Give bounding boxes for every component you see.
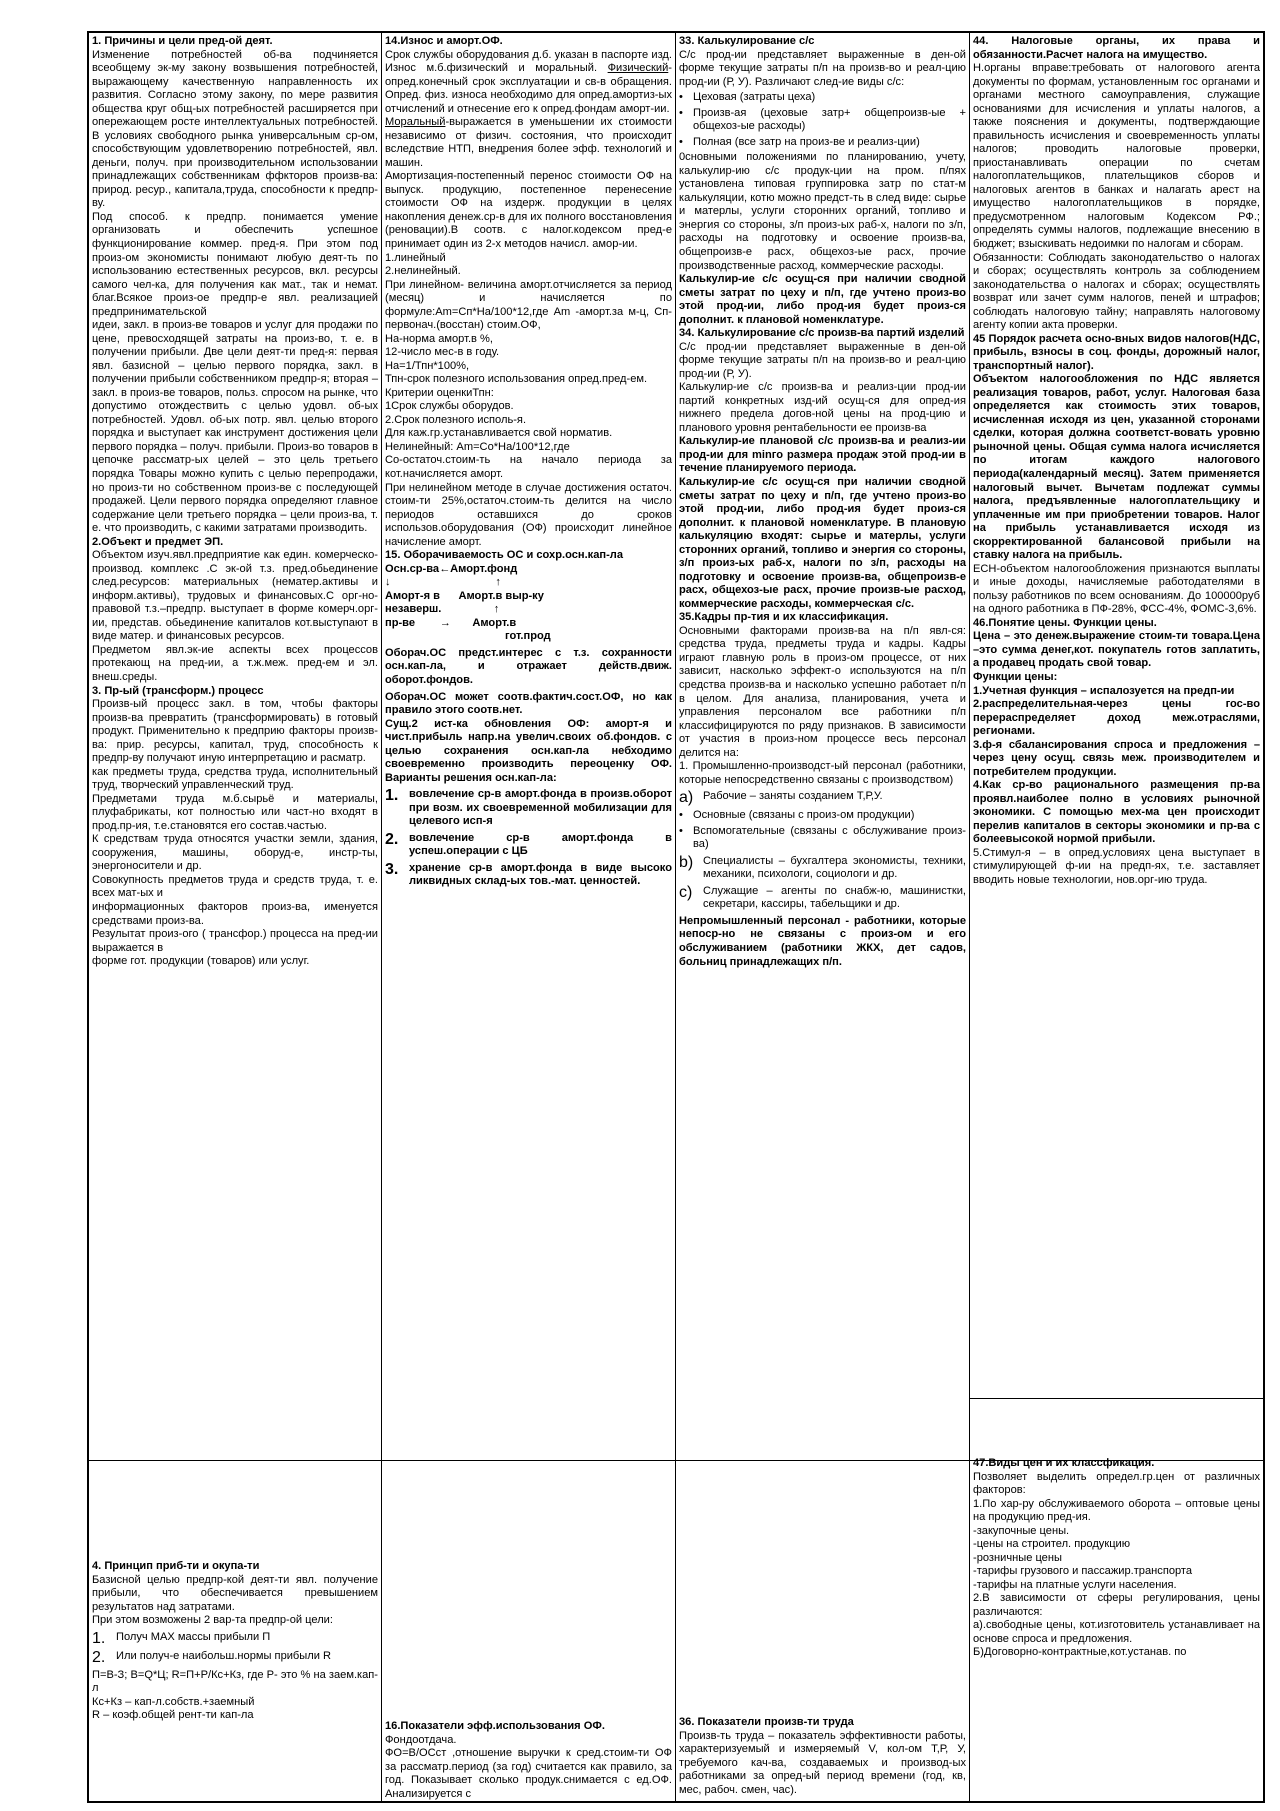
term-physical: Физический: [607, 62, 669, 75]
paragraph: 1.линейный: [385, 251, 446, 264]
bullet-icon: •: [679, 135, 683, 148]
bullet-icon: •: [679, 824, 683, 837]
paragraph: При линейном- величина аморт.отчисляется за период (месяц) и начисляется по формуле:Аm=Сп*На/100*12,где Аm -аморт.за м-ц, Сп-первонач.(восстан) стоим.ОФ,: [385, 278, 672, 332]
paragraph: Совокупность предметов труда и средств труда, т. е. всех мат-ых и: [92, 873, 378, 900]
paragraph: 1.По хар-ру обслуживаемого оборота – оптовые цены на продукцию пред-ия.: [973, 1497, 1260, 1524]
list-text: Вспомогательные (связаны с обслуживание произ-ва): [693, 824, 966, 851]
list-text: Служащие – агенты по снабж-ю, машинистки, секретари, кассиры, табельщики и др.: [703, 884, 966, 911]
section-title-34: 34. Калькулирование с/с произв-ва партий изделий: [679, 327, 965, 340]
section-title-15: 15. Оборачиваемость ОС и сохр.осн.кап-ла: [385, 549, 623, 562]
list-item: [679, 136, 966, 150]
column-3: [676, 33, 969, 1460]
paragraph: 2.нелинейный.: [385, 265, 461, 278]
paragraph: Основными факторами произв-ва на п/п явл-ся: средства труда, предметы труда и кадры. Кадры играют главную роль в произ-ом процессе, от них зависит, насколько эффект-о используются на п/п средства произв-ва и насколько успешно работает п/п в целом. Для анализа, планирования, учета и управления персоналом все работники п/п классифицируются по ряду признаков. В зависимости от участия в произ-ном процессе весь персонал делится на:: [679, 624, 966, 759]
diagram-line: ↓ ↑: [385, 576, 501, 589]
list-item: [679, 107, 966, 134]
paragraph: Базисной целью предпр-кой деят-ти явл. получение прибыли, что обеспечивается превышением результатов над затратами.: [92, 1573, 378, 1613]
paragraph: 12-число мес-в в году.: [385, 346, 500, 359]
list-item: [679, 825, 966, 852]
text-run: -выражается в уменьшении их стоимости независимо от физич. состояния, что происходит вследствие НТП, внедрения более эфф. технологий и машин.: [385, 116, 672, 169]
list-item: [679, 91, 966, 105]
paragraph: Сущ.2 ист-ка обновления ОФ: аморт-я и чист.прибыль напр.на увелич.своих об.фондов. с целью сохранения осн.кап-ла небходимо своевременно производить переоценку ОФ. Варианты решения осн.кап-ла:: [385, 717, 672, 784]
paragraph: Объектом налогообложения по НДС является реализация товаров, работ, услуг. Налоговая база определяется как стоимость этих товаров, исчисленная исходя из цен, указанной сторонами сделки, которая должна соответст-вовать уровню рыночной цены. Общая сумма налога исчисляется по итогам каждого налогового периода(календарный месяц). Затем применяется налоговый вычет. Вычетам подлежат суммы налога, предъявленные налогоплательщику и уплаченные им при приобретении товаров. Налог на прибыль устанавливается исходя из скорректированной балансовой прибыли на ставку налога на прибыль.: [973, 373, 1260, 562]
paragraph: [385, 647, 672, 688]
list-text: Полная (все затр на произ-ве и реализ-ции): [693, 135, 920, 148]
column-4: [970, 33, 1263, 1398]
paragraph: форме гот. продукции (товаров) или услуг.: [92, 955, 310, 968]
paragraph: -цены на строител. продукцию: [973, 1538, 1131, 1551]
list-number: 1.: [92, 1629, 106, 1647]
paragraph: [385, 49, 672, 117]
paragraph: Кс+Кз – кап-л.собств.+заемный: [92, 1695, 255, 1708]
list-text: вовлечение ср-в аморт.фонда в успеш.операции с ЦБ: [409, 831, 672, 858]
paragraph: Изменение потребностей об-ва подчиняется всеобщему эк-му закону возвышения потребностей, выражающему качественную направленность их развития. Согласно этому закону, по мере развития общества круг общ-ых потребностей расширяется при опережающем росте интеллектуальных потребностей. В условиях свободного рынка универсальным ср-ом, способствующим удовлетворению потребностей, явл. деньги, получ. при производительном использовании принадлежащих собственникам ффкторов произв-ва: природ. ресур., капитала,труда, способности к предпр-ву.: [92, 48, 378, 210]
paragraph: информационных факторов произ-ва, именуется средствами произ-ва.: [92, 901, 378, 927]
paragraph: Н.органы вправе:требовать от налогового агента документы по формам, установленным гос органами и органами местного самоуправления, служащие основаниями для исчисления и уплаты налогов, а также пояснения и документы, подтверждающие правильность исчисления и своевременность уплаты налогов; проводить налоговые проверки, приостанавливать операции по счетам налогоплательщиков, плательщиков сборов и налоговых агентов в банках и налагать арест на имущество налогоплательщиков в порядке, предусмотренном налоговым Кодексом РФ.; определять суммы налогов, подлежащие внесению в бюджет; взыскивать недоимки по налогам и сборам.: [973, 62, 1260, 250]
paragraph: 2.В зависимости от сферы регулирования, цены различаются:: [973, 1592, 1260, 1618]
paragraph: Объектом изуч.явл.предприятие как един. комерческо-производ. комплекс .С эк-ой т.з. пред.обьединение след.ресурсов: материальных (нематер.активы и информ.активы), трудовых и финансовых.С орг-но-правовой т.з.–предпр. выступает в форме комерч.орг-ии, представ. обьединение капиталов кот.выступают в виде матер. и финансовых ресурсов.: [92, 549, 378, 643]
paragraph: П=В-З; В=Q*Ц; R=П+Р/Кс+Кз, где Р- это % на заем.кап-л: [92, 1668, 378, 1695]
paragraph: При этом возможены 2 вар-та предпр-ой цели:: [92, 1614, 333, 1627]
paragraph: К средствам труда относятся участки земли, здания, сооружения, машины, оборуд-е, инстр-ты, энергоносители и др.: [92, 833, 378, 873]
paragraph: 2.распределительная-через цены гос-во перераспределяет доход меж.отраслями, регионами.: [973, 698, 1260, 738]
section-title-3: 3. Пр-ый (трансформ.) процесс: [92, 684, 264, 697]
list-text: Получ MAX массы прибыли П: [116, 1630, 271, 1643]
section-title-33: 33. Калькулирование с/с: [679, 35, 815, 47]
list-item: [679, 855, 966, 882]
section-title-46: 46.Понятие цены. Функции цены.: [973, 616, 1157, 629]
paragraph: [385, 691, 672, 718]
paragraph: Обязанности: Соблюдать законодательство о налогах и сборах; осуществлять контроль за соблюдением законодательства о налогах и сборах; осуществлять возврат или зачет сумм налогов, пеней и штрафов; соблюдать налоговую тайну; направлять налоговому агенту копии акта проверки.: [973, 251, 1260, 332]
list-text: Рабочие – заняты созданием Т,Р,У.: [703, 790, 883, 803]
paragraph: Тпн-срок полезного использования опред.пред-ем.: [385, 373, 648, 386]
paragraph: -тарифы грузового и пассажир.транспорта: [973, 1565, 1193, 1578]
list-number: 2.: [92, 1648, 106, 1666]
list-item: [679, 790, 966, 806]
section-title-36: 36. Показатели произв-ти труда: [679, 1716, 854, 1728]
paragraph: Цена – это денеж.выражение стоим-ти товара.Цена –это сумма денег,кот. покупатель готов заплатить, а продавец продать свой товар.: [973, 630, 1260, 670]
paragraph: -розничные цены: [973, 1551, 1062, 1564]
paragraph: Под способ. к предпр. понимается умение организовать и обеспечить успешное функционирование коммер. пред-я. При этом под произ-ом экономисты понимают любую деят-ть по использованию естественных ресурсов, вкл. ресурсы самого чел-ка, для получения как мат., так и немат. благ.Всякое произ-ое предпр-е явл. реализацией предпринимательской: [92, 210, 378, 318]
paragraph: При нелинейном методе в случае достижения остаточ. стоим-ти 25%,остаточ.стоим-ть делится на число периодов оставшихся до сроков использов.оборудования (ОФ) происходит линейное начисление аморт.: [385, 481, 672, 548]
text-run: Оборач.ОС может соотв.фактич.сост.ОФ, но как правило этого соотв.нет.: [385, 690, 672, 717]
paragraph: На=1/Тпн*100%,: [385, 359, 470, 372]
list-text: вовлечение ср-в аморт.фонда в произв.оборот при возм. их своевременной мобилизации для целевого исп-я: [409, 788, 672, 828]
column-2-bottom: [382, 1460, 675, 1803]
paragraph: 0сновными положениями по планированию, учету, калькулир-ию с/с продук-ции на пром. п/пях установлена типовая группировка затр по стат-м калькуляции, котю можно предст-ть в след виде: сырье и матерлы, услуги сторонних органий, топливо и энергия со стороны, з/п произ-ых раб-х, налоги по з/п, расходы на подготовку и освоение произв-ва, общепроизв-е расх, общехоз-ые расх, прочие производственные расход, коммерческие расходы.: [679, 151, 966, 272]
paragraph: Фондоотдача.: [385, 1733, 457, 1746]
paragraph: 1Срок службы оборудов.: [385, 400, 514, 413]
diagram-line: незаверш. ↑: [385, 603, 500, 616]
paragraph: а).свободные цены, кот.изготовитель устанавливает на основе спроса и предложения.: [973, 1619, 1260, 1645]
bullet-icon: •: [679, 91, 683, 104]
list-text: Основные (связаны с произ-ом продукции): [693, 809, 915, 822]
paragraph: ФО=В/ОСст ,отношение выручки к сред.стоим-ти ОФ за рассматр.период (за год) считается как правило, за год. Показывает сколько продук.снимается с ед.ОФ. Анализируется с: [385, 1747, 672, 1800]
paragraph: 4.Как ср-во рационального размещения пр-ва проявл.наиболее полно в условиях рыночной экономики. С помощью мех-ма цен происходит перелив капиталов в секторы экономики и пр-ва с болеевысокой нормой прибыли.: [973, 779, 1260, 846]
paragraph: На-норма аморт.в %,: [385, 332, 493, 345]
diagram-line: Аморт-я в Аморт.в выр-ку: [385, 589, 544, 602]
column-2: [382, 33, 675, 1460]
list-item: [385, 788, 672, 829]
paragraph: 2.Срок полезного исполь-я.: [385, 413, 527, 426]
section-title-14: 14.Износ и аморт.ОФ.: [385, 35, 503, 47]
column-3-bottom: [676, 1460, 969, 1803]
list-number: 3.: [385, 860, 399, 878]
section-title-4: 4. Принцип приб-ти и окупа-ти: [92, 1560, 260, 1572]
list-item: [92, 1650, 378, 1666]
paragraph: Произв-ый процесс закл. в том, чтобы факторы произв-ва превратить (трансформировать) в готовый продукт. Применительно к предприю факторы произв-ва: прир. ресурсы, капитал, труд, способность к предпр-ву получают иную интерпретацию и расматр.: [92, 698, 378, 765]
paragraph: [385, 116, 672, 170]
section-title-47: 47.Виды цен и их классфикация.: [973, 1457, 1155, 1469]
list-number: 1.: [385, 787, 399, 805]
lecture-sheet: [87, 31, 1265, 1803]
section-title-16: 16.Показатели эфф.использования ОФ.: [385, 1720, 605, 1732]
diagram-line: пр-ве → Аморт.в: [385, 616, 517, 629]
paragraph: С/с прод-ии представляет выраженные в ден-ой форме текущие затраты п/п на произв-во и реал-цию прод-ии (Р, У). Различают след-ие виды с/с:: [679, 48, 966, 88]
paragraph: Для каж.гр.устанавливается свой норматив.: [385, 427, 613, 440]
list-text: Произв-ая (цеховые затр+ общепроизв-ые + общехоз-ые расходы): [693, 106, 966, 133]
column-1-bottom: [89, 1460, 381, 1803]
section-title-1: 1. Причины и цели пред-ой деят.: [92, 35, 273, 47]
text-run: Срок службы оборудования д.б. указан в паспорте изд. Износ м.б.физический и моральный.: [385, 48, 672, 75]
paragraph: идеи, закл. в произ-ве товаров и услуг для продажи по цене, превосходящей затраты на произ-во, т. е. в получении прибыли. Две цели деят-ти пред-я: первая явл. базисной – целью первого порядка, закл. в получении прибыли собственником предпр-я; вторая – закл. в произ-ве товаров, польз. спросом на рынке, что допустимо отождествить с целью удовл. об-ых потребностей. Удовл. об-ых потр. явл. целью второго порядка и выступает как инструмент достижения цели первого порядка – получ. прибыли. Произ-во товаров в цепочке рассматр-ых целей – это цель третьего порядка Товары можно купить с целью перепродажи, но произ-ти но собственном произ-ве с последующей продажей. Цели первого порядка определяют главное содержание цели третьего порядка – цели произ-ва, т. е. что производить, с какими затратами производить.: [92, 319, 378, 535]
diagram-line: гот.прод: [505, 630, 551, 643]
paragraph: Произв-ть труда – показатель эффективности работы, характеризуемый и измеряемый V, кол-ом Т,Р, У, требуемого кач-ва, создаваемых и производ-ых работниками за опред-ый период времени (год, кв, мес, рабоч. смен, час).: [679, 1729, 966, 1796]
list-letter: a): [679, 789, 694, 807]
paragraph: 3.ф-я сбалансирования спроса и предложения – через цену осущ. связь меж. производителем и потребителем продукции.: [973, 738, 1260, 778]
bullet-icon: •: [679, 809, 683, 822]
diagram-line: Осн.ср-ва←Аморт.фонд: [385, 562, 518, 575]
section-title-35: 35.Кадры пр-тия и их классификация.: [679, 611, 889, 624]
column-1: [89, 33, 381, 1460]
paragraph: Со-остаточ.стоим-ть на начало периода за кот.начисляется аморт.: [385, 454, 672, 480]
paragraph: Калькулир-ие с/с произв-ва и реализ-ции прод-ии партий конкретных изд-ий осущ-ся для опред-ия нижнего предела догов-ной цены на прод-цию и планового уровня рентабельности ее произв-ва: [679, 381, 966, 434]
paragraph: Калькулир-ие с/с осущ-ся при наличии сводной сметы затрат по цеху и п/п, где учтено произ-во этой прод-ии, либо прод-ия будет произ-ся дополнит. к плановой номенклатуре. В плановую калькуляцию входят: сырье и матерлы, услуги сторонних органий, топливо и энергия со стороны, з/п произ-ых раб-х, налоги по з/п, расходы на подготовку и освоение произв-ва, общепроизв-е расх, общехоз-ые расх, прочие произв-ые расход, коммерческие расходы, коммерческая с/с.: [679, 476, 966, 610]
list-text: Цеховая (затраты цеха): [693, 91, 816, 104]
list-text: Или получ-е наибольш.нормы прибыли R: [116, 1649, 332, 1662]
section-title-44: 44. Налоговые органы, их права и обязанности.Расчет налога на имущество.: [973, 35, 1260, 61]
paragraph: Амортизация-постепенный перенос стоимости ОФ на выпуск. продукцию, постепенное перенесение стоимости ОФ на издерж. продукции в целях накопления денеж.ср-в для их полного восстановления (реновации).В соотв. с налог.кодексом пред-е принимает один из 2-х методов начисл. амор-ии.: [385, 170, 672, 250]
paragraph: R – коэф.общей рент-ти кап-ла: [92, 1709, 254, 1722]
paragraph: 1.Учетная функция – испалозуется на предп-ии: [973, 684, 1235, 697]
text-run: Оборач.ОС предст.интерес с т.з. сохранности осн.кап-ла, и отражает действ.движ. оборот.фондов.: [385, 646, 672, 686]
term-moral: Моральный: [385, 116, 446, 129]
paragraph: 5.Стимул-я – в опред.условиях цена выступает в стимулирующей ф-ии на предп-ях, т.е. заставляет вводить новые технологии, нов.орг-ию труда.: [973, 846, 1260, 886]
paragraph: Предметами труда м.б.сырьё и материалы, плуфабрикаты, кот полностью или част-но входят в прод.пр-ия, т.е.становятся его состав.частью.: [92, 792, 378, 832]
paragraph: -тарифы на платные услуги населения.: [973, 1578, 1177, 1591]
paragraph: Предметом явл.эк-ие аспекты всех процессов протекающ на пред-ии, а т.ж.меж. пред-ем и эл. внеш.среды.: [92, 643, 378, 683]
list-letter: c): [679, 883, 693, 901]
paragraph: Непромышленный персонал - работники, которые непоср-но не связаны с произ-ом и его обслуживанием (работники ЖКХ, дет садов, больниц принадлежащих п/п.: [679, 914, 966, 968]
list-text: Специалисты – бухгалтера экономисты, техники, механики, психологи, социологи и др.: [703, 854, 966, 881]
paragraph: Калькулир-ие плановой с/с произв-ва и реализ-ии прод-ии для minго размера продаж этой прод-ии в течение планируемого периода.: [679, 435, 966, 475]
paragraph: 1. Промышленно-производст-ый персонал (работники, которые непосредственно связаны с производством): [679, 760, 966, 786]
bullet-icon: •: [679, 106, 683, 119]
paragraph: С/с прод-ии представляет выраженные в ден-ой форме текущие затраты п/п на произв-во и реал-цию прод-ии (Р, У).: [679, 340, 966, 380]
list-number: 2.: [385, 830, 399, 848]
list-letter: b): [679, 853, 694, 871]
section-title-45: 45 Порядок расчета осно-вных видов налогов(НДС, прибыль, взносы в соц. фонды, дорожный налог, транспортный налог).: [973, 332, 1260, 372]
text-run: -опред.конечный срок эксплуатации и св-в обращения. Опред. физ. износа необходимо для опред.амортиз-ых отчислений и отнесение его к опред.фондам аморт-ии.: [385, 62, 672, 115]
paragraph: -закупочные цены.: [973, 1524, 1070, 1537]
list-item: [385, 862, 672, 889]
paragraph: Нелинейный: Аm=Со*На/100*12,где: [385, 440, 570, 453]
list-item: [679, 885, 966, 912]
paragraph: Позволяет выделить определ.гр.цен от различных факторов:: [973, 1470, 1260, 1497]
list-text: хранение ср-в аморт.фонда в виде высоко ликвидных склад-ых тов.-мат. ценностей.: [409, 861, 672, 888]
section-title-2: 2.Объект и предмет ЭП.: [92, 535, 224, 548]
paragraph: Б)Договорно-контрактные,кот.устанав. по: [973, 1646, 1187, 1659]
paragraph: ЕСН-объектом налогообложения признаются выплаты и иные доходы, начисляемые работодателями в пользу работников по всем основаниям. До 100000руб на одного работника в ПФ-28%, ФСС-4%, ФОМС-3,6%.: [973, 562, 1260, 616]
list-item: [385, 832, 672, 859]
list-item: [92, 1631, 378, 1647]
paragraph: Калькулир-ие с/с осущ-ся при наличии сводной сметы затрат по цеху и п/п, где учтено произ-во этой прод-ии, либо прод-ия будет произ-ся дополнит. к плановой номенклатуре.: [679, 273, 966, 326]
list-item: [679, 809, 966, 823]
paragraph: Резулытат произ-ого ( трансфор.) процесса на пред-ии выражается в: [92, 928, 378, 954]
paragraph: Критерии оценкиТпн:: [385, 386, 494, 399]
paragraph: Функции цены:: [973, 670, 1058, 683]
column-4-bottom: [970, 1399, 1263, 1803]
paragraph: как предметы труда, средства труда, исполнительный труд, творческий управленческий труд.: [92, 765, 378, 792]
